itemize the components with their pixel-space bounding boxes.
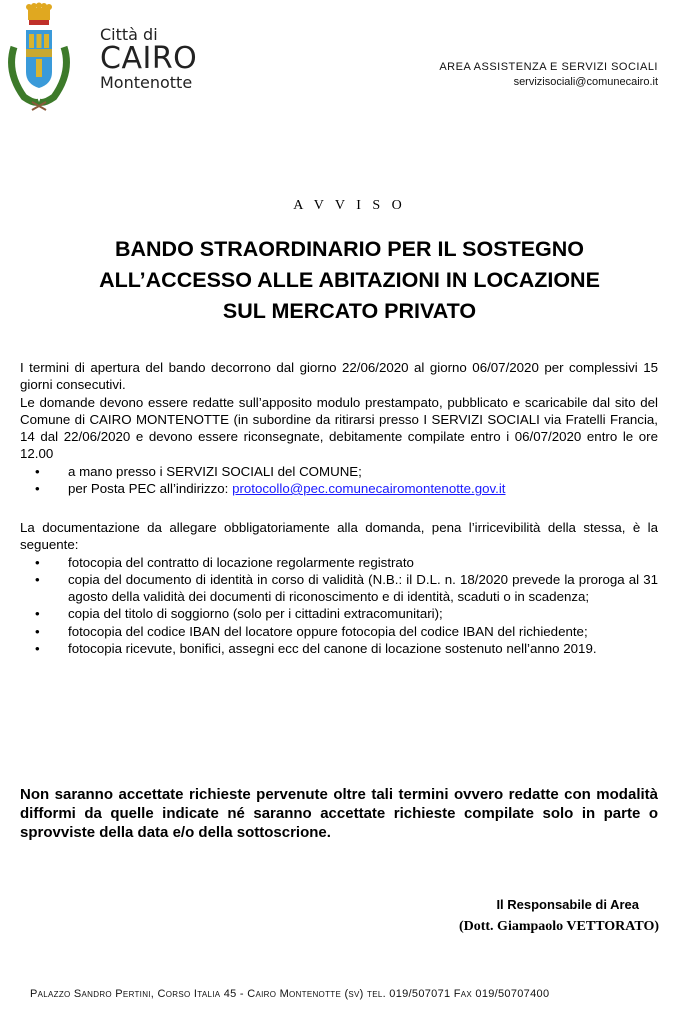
footer-address: Palazzo Sandro Pertini, Corso Italia 45 - Cairo Montenotte (sv) tel. 019/507071 Fax 019/50707400 [30, 988, 550, 1000]
terms-paragraph: I termini di apertura del bando decorrono dal giorno 22/06/2020 al giorno 06/07/2020 per complessivi 15 giorni consecutivi. [20, 360, 658, 393]
crown-shape [28, 8, 50, 20]
list-item: • copia del titolo di soggiorno (solo per i cittadini extracomunitari); [68, 605, 658, 622]
documentation-list [20, 554, 658, 658]
documentation-section [20, 519, 658, 657]
list-item: • copia del documento di identità in corso di validità (N.B.: il D.L. n. 18/2020 prevede la proroga al 31 agosto della validità dei documenti di riconoscimento e di identità, scaduti o in scadenza; [68, 571, 658, 606]
submission-paragraph: Le domande devono essere redatte sull’apposito modulo prestampato, pubblicato e scaricabile dal sito del Comune di CAIRO MONTENOTTE (in subordine da ritirarsi presso I SERVIZI SOCIALI via Fratelli Francia, 14 dal 22/06/2020 e devono essere riconsegnate, debitamente compilate entro i 06/07/2020 entro le ore 12.00 [20, 394, 658, 462]
department-email: servizisociali@comunecairo.it [513, 76, 658, 88]
city-prefix: Città di [100, 25, 158, 44]
city-suffix: Montenotte [100, 73, 193, 92]
title-line: ALL’ACCESSO ALLE ABITAZIONI IN LOCAZIONE [99, 268, 600, 292]
signature-role: Il Responsabile di Area [496, 897, 639, 912]
warning-paragraph: Non saranno accettate richieste pervenute oltre tali termini ovvero redatte con modalità difformi da quelle indicate né saranno accettate richieste compilate solo in parte o sprovviste della data e/o della sottoscrione. [20, 786, 658, 841]
notice-label: A V V I S O [293, 198, 406, 213]
title-line: SUL MERCATO PRIVATO [222, 299, 477, 323]
pec-email-link[interactable]: protocollo@pec.comunecairomontenotte.gov.it [232, 481, 506, 497]
department-title: AREA ASSISTENZA E SERVIZI SOCIALI [439, 61, 658, 73]
submission-methods-list [20, 463, 658, 498]
pec-label: per Posta PEC all’indirizzo: [68, 481, 233, 497]
list-item: • a mano presso i SERVIZI SOCIALI del COMUNE; [68, 463, 658, 480]
list-item: • fotocopia del contratto di locazione regolarmente registrato [68, 554, 658, 571]
list-item: • fotocopia ricevute, bonifici, assegni ecc del canone di locazione sostenuto nell’anno 2019. [68, 640, 658, 657]
notice-title [0, 234, 699, 327]
department-header [439, 60, 658, 90]
list-item: • fotocopia del codice IBAN del locatore oppure fotocopia del codice IBAN del richiedente; [68, 623, 658, 640]
city-name: CAIRO [100, 41, 198, 76]
documentation-intro: La documentazione da allegare obbligatoriamente alla domanda, pena l’irricevibilità della stessa, è la seguente: [20, 520, 658, 553]
title-line: BANDO STRAORDINARIO PER IL SOSTEGNO [114, 237, 585, 261]
city-logo-text [100, 26, 197, 92]
coat-of-arms-icon [4, 2, 74, 114]
terms-section [20, 359, 658, 497]
list-item [68, 480, 658, 497]
signature-name: (Dott. Giampaolo VETTORATO) [458, 919, 659, 934]
